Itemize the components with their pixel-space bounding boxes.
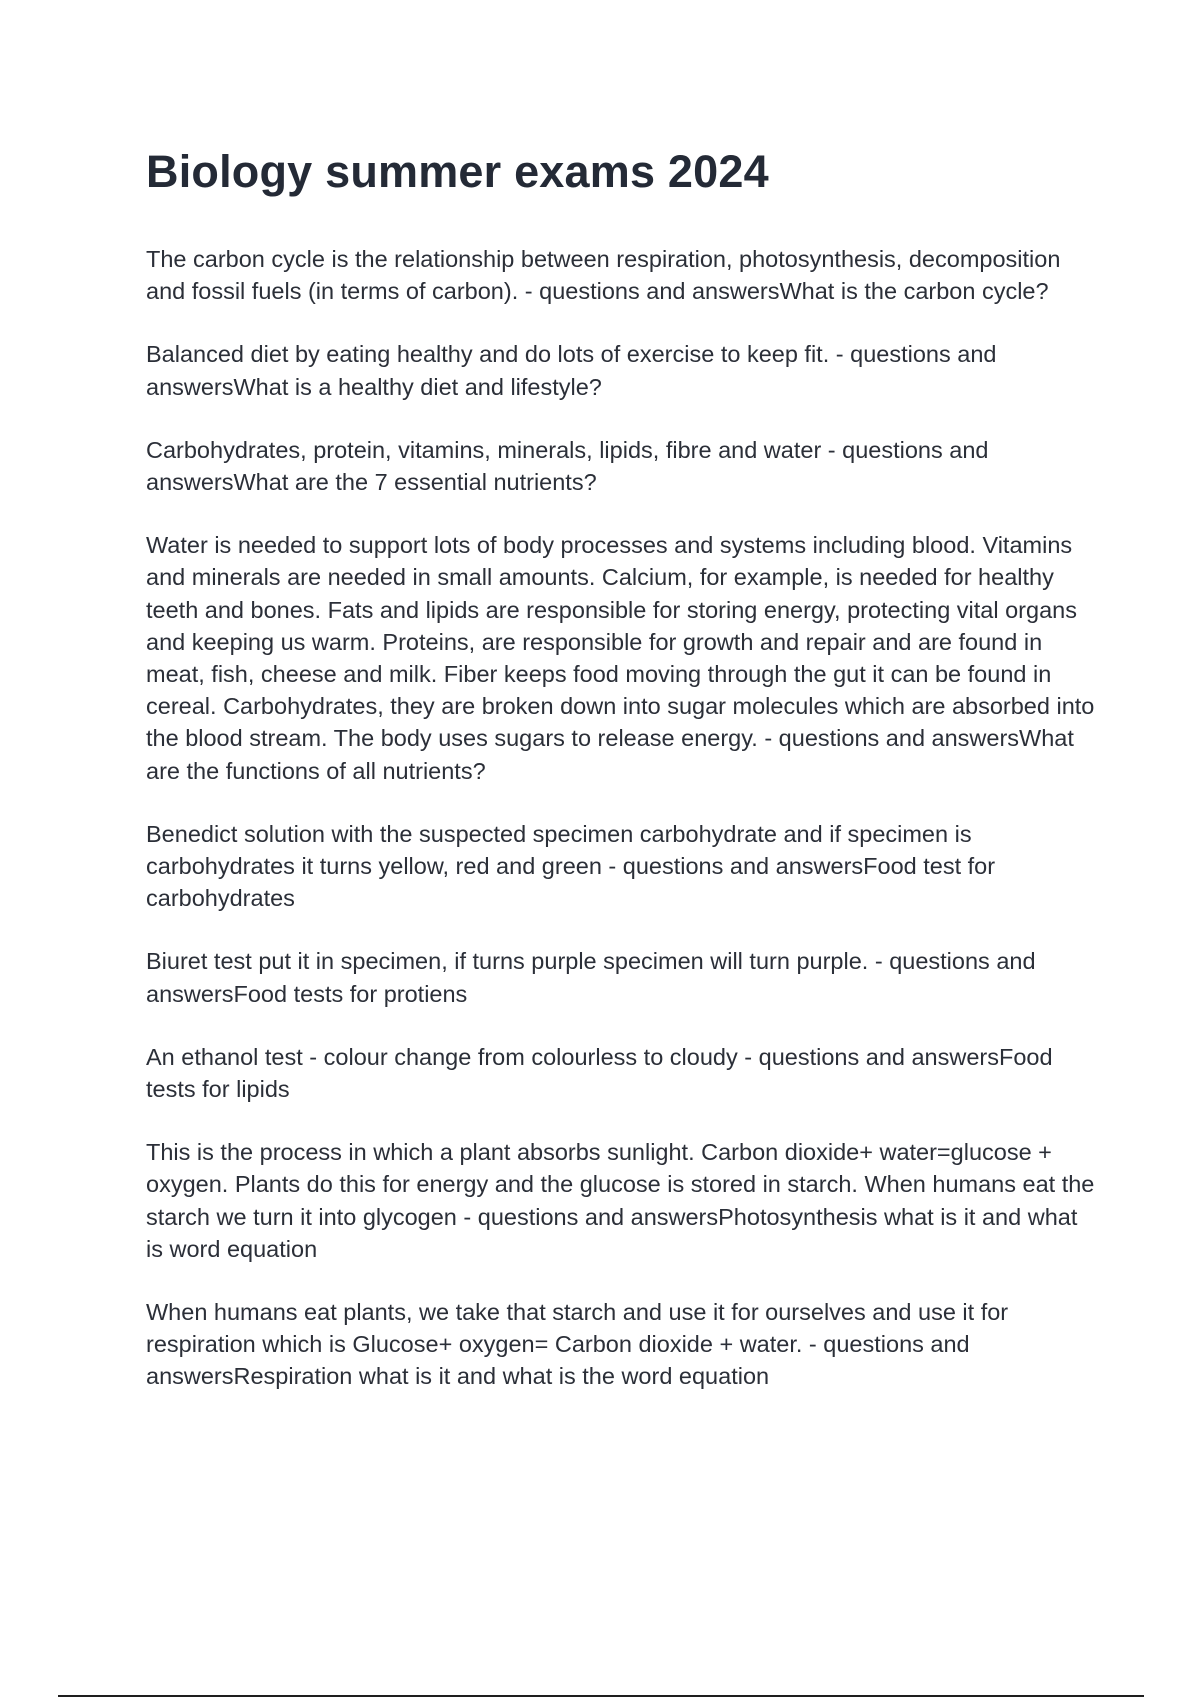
paragraph-protein-test: Biuret test put it in specimen, if turns purple specimen will turn purple. - questions and answersFood tests for protiens	[146, 948, 1036, 1007]
page-bottom-divider	[58, 1695, 1144, 1697]
paragraph-carbohydrate-test: Benedict solution with the suspected specimen carbohydrate and if specimen is carbohydrates it turns yellow, red and green - questions and answersFood test for carbohydrates	[146, 820, 996, 912]
page-title: Biology summer exams 2024	[146, 146, 769, 197]
paragraph-healthy-diet: Balanced diet by eating healthy and do lots of exercise to keep fit. - questions and answersWhat is a healthy diet and lifestyle?	[146, 341, 997, 400]
document-body	[146, 243, 1096, 1424]
paragraph-carbon-cycle: The carbon cycle is the relationship between respiration, photosynthesis, decomposition and fossil fuels (in terms of carbon). - questions and answersWhat is the carbon cycle?	[146, 246, 1061, 305]
paragraph-photosynthesis: This is the process in which a plant absorbs sunlight. Carbon dioxide+ water=glucose + oxygen. Plants do this for energy and the glucose is stored in starch. When humans eat the starch we turn it into glycogen - questions and answersPhotosynthesis what is it and what is word equation	[146, 1139, 1095, 1262]
paragraph-respiration: When humans eat plants, we take that starch and use it for ourselves and use it for respiration which is Glucose+ oxygen= Carbon dioxide + water. - questions and answersRespiration what is it and what is the word equation	[146, 1299, 1009, 1390]
paragraph-nutrient-functions: Water is needed to support lots of body processes and systems including blood. Vitamins and minerals are needed in small amounts. Calcium, for example, is needed for healthy teeth and bones. Fats and lipids are responsible for storing energy, protecting vital organs and keeping us warm. Proteins, are responsible for growth and repair and are found in meat, fish, cheese and milk. Fiber keeps food moving through the gut it can be found in cereal. Carbohydrates, they are broken down into sugar molecules which are absorbed into the blood stream. The body uses sugars to release energy. - questions and answersWhat are the functions of all nutrients?	[146, 532, 1095, 784]
paragraph-essential-nutrients: Carbohydrates, protein, vitamins, minerals, lipids, fibre and water - questions and answersWhat are the 7 essential nutrients?	[146, 436, 989, 496]
paragraph-lipid-test: An ethanol test - colour change from colourless to cloudy - questions and answersFood tests for lipids	[146, 1043, 1053, 1103]
